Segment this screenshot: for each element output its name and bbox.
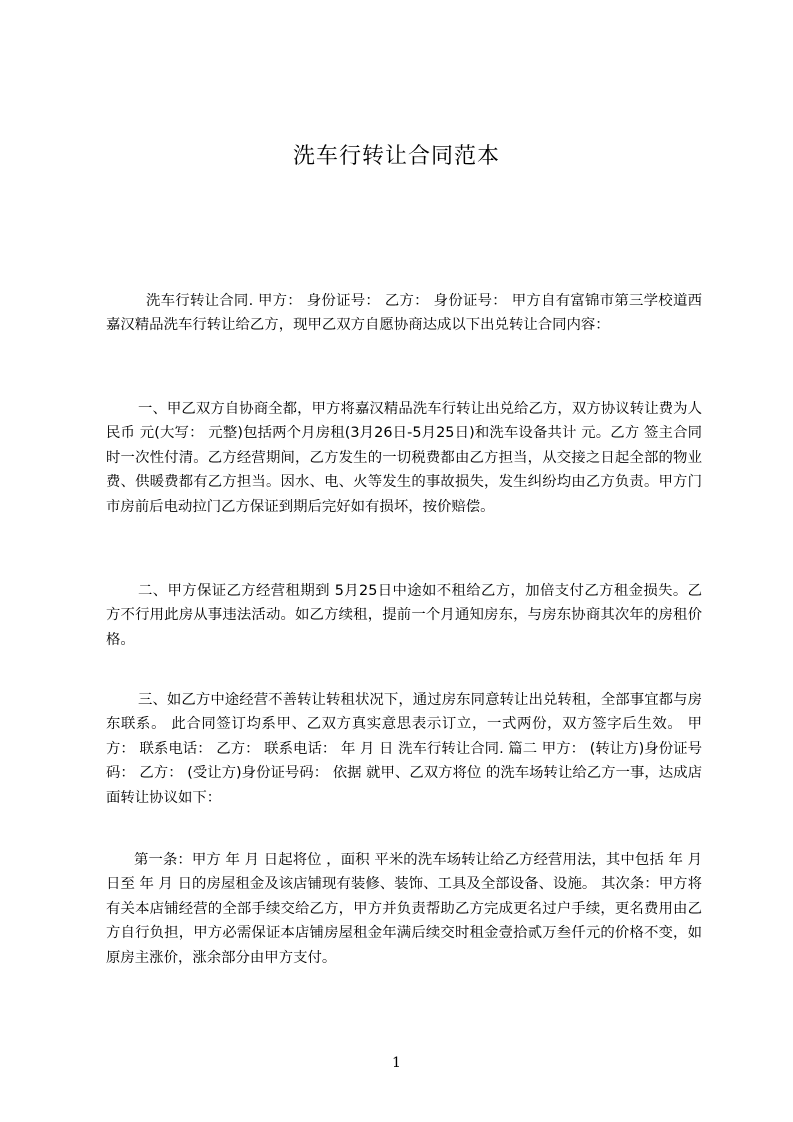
clause-three-paragraph: 三、如乙方中途经营不善转让转租状况下，通过房东同意转让出兑转租，全部事宜都与房东联系。 此合同签订均系甲、乙双方真实意思表示订立，一式两份，双方签字后生效。 甲方： 联系电话： 乙方： 联系电话： 年 月 日 洗车行转让合同. 篇二 甲方： (转让方)身份证号码： 乙方： (受让方)身份证号码： 依据 就甲、乙双方将位 的洗车场转让给乙方一事，达成店面转让协议如下： xyxy=(106,692,702,806)
clause-one-paragraph: 一、甲乙双方自协商全都，甲方将嘉汉精品洗车行转让出兑给乙方，双方协议转让费为人民币 元(大写： 元整)包括两个月房租(3月26日-5月25日)和洗车设备共计 元。乙方 签主合同时一次性付清。乙方经营期间，乙方发生的一切税费都由乙方担当，从交接之日起全部的物业费、供暖费都有乙方担当。因水、电、火等发生的事故损失，发生纠纷均由乙方负责。甲方门市房前后电动拉门乙方保证到期后完好如有损坏，按价赔偿。 xyxy=(106,401,702,515)
document-title: 洗车行转让合同范本 xyxy=(292,144,500,169)
article-first-paragraph: 第一条：甲方 年 月 日起将位 ，面积 平米的洗车场转让给乙方经营用法，其中包括 年 月 日至 年 月 日的房屋租金及该店铺现有装修、装饰、工具及全部设备、设施。 其次条：甲方将有关本店铺经营的全部手续交给乙方，甲方并负责帮助乙方完成更名过户手续，更名费用由乙方自行负担，甲方必需保证本店铺房屋租金年满后续交时租金壹拾贰万叁仟元的价格不变，如原房主涨价，涨余部分由甲方支付。 xyxy=(106,852,702,966)
intro-paragraph: 洗车行转让合同. 甲方： 身份证号： 乙方： 身份证号： 甲方自有富锦市第三学校道西嘉汉精品洗车行转让给乙方，现甲乙双方自愿协商达成以下出兑转让合同内容： xyxy=(106,293,702,334)
page-number: 1 xyxy=(392,1055,401,1071)
clause-two-paragraph: 二、甲方保证乙方经营租期到 5月25日中途如不租给乙方，加倍支付乙方租金损失。乙方不行用此房从事违法活动。如乙方续租，提前一个月通知房东，与房东协商其次年的房租价格。 xyxy=(106,583,702,648)
